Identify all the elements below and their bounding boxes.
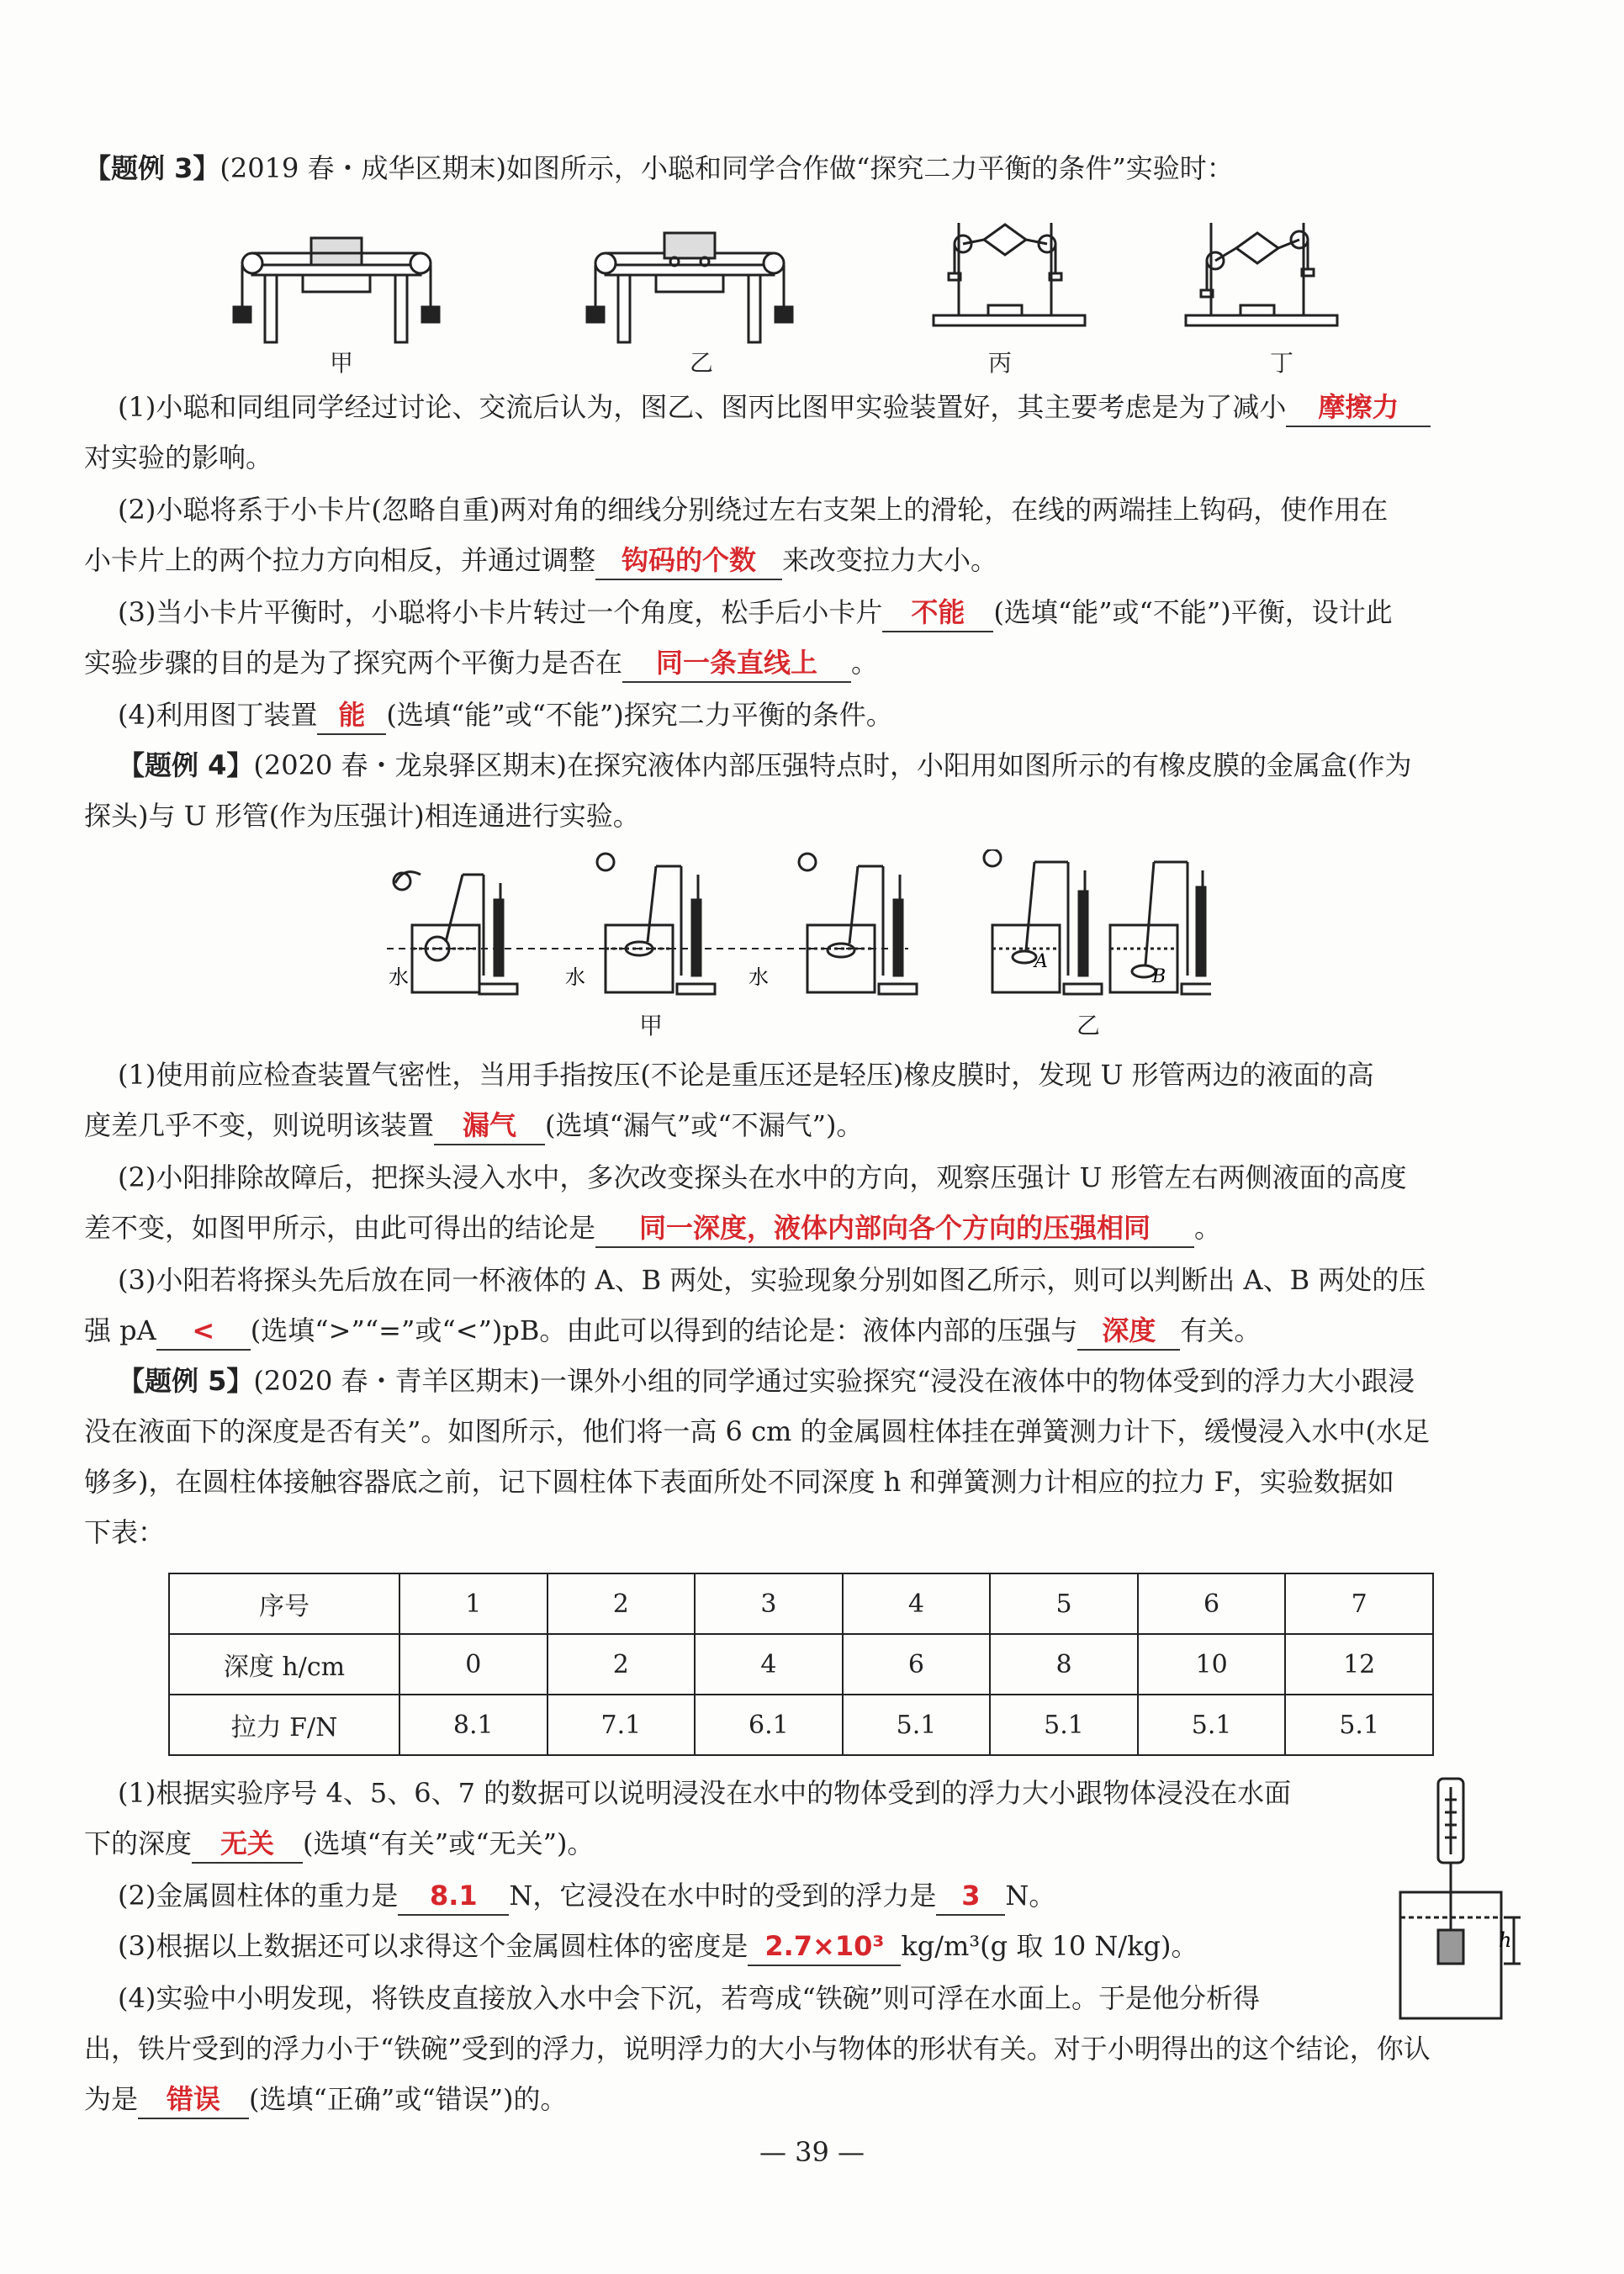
ex3-q3-line1: (3)当小卡片平衡时，小聪将小卡片转过一个角度，松手后小卡片 不能 (选填“能”或“不能”)平衡，设计此 [118,594,1556,632]
table-cell: 5.1 [1138,1695,1286,1755]
table-cell: 4 [695,1634,843,1695]
ex4-setup-3 [799,854,917,994]
ex3-fig-bing [934,223,1085,325]
table-cell: 7.1 [548,1695,696,1755]
ex4-q1-line2: 度差几乎不变，则说明该装置 漏气 (选填“漏气”或“不漏气”)。 [84,1107,1522,1145]
ex4-q3-answer1: < [156,1312,251,1351]
table-row [169,1573,1433,1634]
ex3-fig-ding [1186,223,1337,325]
ex5-q4-line3: 为是 错误 (选填“正确”或“错误”)的。 [84,2081,1522,2119]
ex5-fig-h-label: h [1499,1928,1512,1952]
ex3-fig-jia [234,238,439,342]
table-cell: 0 [399,1634,548,1695]
ex4-water-label-3: 水 [749,965,769,989]
ex5-intro-line1: 【题例 5】(2020 春・青羊区期末)一课外小组的同学通过实验探究“浸没在液体中的物体受到的浮力大小跟浸 [118,1365,1415,1397]
ex3-q3-answer1: 不能 [882,594,993,632]
ex3-q2-answer: 钩码的个数 [595,542,782,580]
table-cell: 6 [1138,1573,1286,1634]
ex4-water-label-2: 水 [565,965,585,989]
ex3-label-yi: 乙 [690,349,714,377]
table-cell: 5.1 [1285,1695,1433,1755]
ex3-q2-line2: 小卡片上的两个拉力方向相反，并通过调整 钩码的个数 来改变拉力大小。 [84,542,1522,580]
table-cell: 2 [548,1573,696,1634]
ex3-q3-line2: 实验步骤的目的是为了探究两个平衡力是否在 同一条直线上 。 [84,644,1522,683]
table-cell: 1 [399,1573,548,1634]
ex4-q3-answer2: 深度 [1077,1312,1180,1351]
ex3-q4-answer: 能 [317,696,386,735]
ex4-q2-line2: 差不变，如图甲所示，由此可得出的结论是 同一深度，液体内部向各个方向的压强相同 。 [84,1209,1522,1248]
table-cell: 10 [1138,1634,1286,1695]
table-cell: 2 [548,1634,696,1695]
ex5-q2-answer1: 8.1 [398,1877,509,1916]
ex3-label-jia: 甲 [330,349,354,377]
table-cell: 6 [843,1634,991,1695]
table-cell: 8 [990,1634,1138,1695]
ex3-intro: 【题例 3】(2019 春・成华区期末)如图所示，小聪和同学合作做“探究二力平衡的条件”实验时： [84,152,1234,184]
ex3-fig-yi [587,233,792,342]
table-cell: 6.1 [695,1695,843,1755]
table-cell: 7 [1285,1573,1433,1634]
ex5-q3-answer: 2.7×10³ [748,1928,901,1966]
table-row [169,1634,1433,1695]
ex4-q3-line2: 强 pA < (选填“>”“=”或“<”)pB。由此可以得到的结论是：液体内部的压强与 深度 有关。 [84,1312,1522,1351]
ex3-q1-line1: (1)小聪和同组同学经过讨论、交流后认为，图乙、图丙比图甲实验装置好，其主要考虑是为了减小 摩擦力 [118,389,1556,427]
ex5-q1-answer: 无关 [192,1825,303,1864]
ex4-setup-4 [984,849,1102,994]
ex4-q2-line1: (2)小阳排除故障后，把探头浸入水中，多次改变探头在水中的方向，观察压强计 U 形管左右两侧液面的高度 [118,1161,1407,1193]
ex3-tag: 【题例 3】 [84,152,220,184]
ex3-figures [227,214,1404,374]
ex4-intro-line1: 【题例 4】(2020 春・龙泉驿区期末)在探究液体内部压强特点时，小阳用如图所示的有橡皮膜的金属盒(作为 [118,749,1412,781]
table-cell: 3 [695,1573,843,1634]
page-number: — 39 — [759,2136,865,2168]
ex5-q3-line: (3)根据以上数据还可以求得这个金属圆柱体的密度是 2.7×10³ kg/m³(g 取 10 N/kg)。 [118,1928,1556,1966]
ex4-q1-answer: 漏气 [434,1107,545,1145]
ex3-label-ding: 丁 [1270,349,1294,377]
ex4-water-label-1: 水 [389,965,409,989]
ex4-intro-line2: 探头)与 U 形管(作为压强计)相连通进行实验。 [84,800,640,832]
ex4-q3-line1: (3)小阳若将探头先后放在同一杯液体的 A、B 两处，实验现象分别如图乙所示，则可以判断出 A、B 两处的压 [118,1264,1426,1296]
table-cell: 12 [1285,1634,1433,1695]
table-cell: 8.1 [399,1695,548,1755]
ex5-q1-line2: 下的深度 无关 (选填“有关”或“无关”)。 [84,1825,1522,1864]
ex4-setup-2 [597,854,715,994]
ex4-setup-1 [394,872,517,994]
ex3-label-bing: 丙 [988,349,1013,377]
ex5-q1-line1: (1)根据实验序号 4、5、6、7 的数据可以说明浸没在水中的物体受到的浮力大小跟物体浸没在水面 [118,1777,1292,1809]
table-row [169,1695,1433,1755]
table-cell: 4 [843,1573,991,1634]
table-cell: 5.1 [990,1695,1138,1755]
table-row-header: 深度 h/cm [169,1634,399,1695]
ex4-q2-answer: 同一深度，液体内部向各个方向的压强相同 [595,1209,1194,1248]
ex4-point-b: B [1152,966,1166,987]
ex3-q4-line: (4)利用图丁装置 能 (选填“能”或“不能”)探究二力平衡的条件。 [118,696,1556,735]
ex3-q3-answer2: 同一条直线上 [622,644,851,683]
ex5-intro-line4: 下表： [84,1516,166,1548]
ex5-intro-line2: 没在液面下的深度是否有关”。如图所示，他们将一高 6 cm 的金属圆柱体挂在弹簧测力计下，缓慢浸入水中(水足 [84,1415,1430,1447]
table-row-header: 序号 [169,1573,399,1634]
ex3-q1-line2: 对实验的影响。 [84,442,273,473]
ex4-figures [370,849,1211,1026]
ex5-q2-answer2: 3 [936,1877,1005,1916]
table-cell: 5 [990,1573,1138,1634]
ex4-point-a: A [1034,951,1048,972]
ex5-data-table [168,1573,1434,1756]
ex5-tag: 【题例 5】 [118,1365,254,1397]
ex5-q4-answer: 错误 [138,2081,249,2119]
ex3-q2-line1: (2)小聪将系于小卡片(忽略自重)两对角的细线分别绕过左右支架上的滑轮，在线的两端挂上钩码，使作用在 [118,494,1389,526]
ex5-q2-line: (2)金属圆柱体的重力是 8.1 N，它浸没在水中时的受到的浮力是 3 N。 [118,1877,1556,1916]
table-cell: 5.1 [843,1695,991,1755]
ex4-q1-line1: (1)使用前应检查装置气密性，当用手指按压(不论是重压还是轻压)橡皮膜时，发现 U 形管两边的液面的高 [118,1059,1374,1091]
ex5-intro-line3: 够多)，在圆柱体接触容器底之前，记下圆柱体下表面所处不同深度 h 和弹簧测力计相应的拉力 F，实验数据如 [84,1466,1394,1498]
ex4-label-jia: 甲 [639,1012,664,1039]
ex5-q4-line1: (4)实验中小明发现，将铁皮直接放入水中会下沉，若弯成“铁碗”则可浮在水面上。于是他分析得 [118,1982,1261,2014]
ex4-label-yi: 乙 [1076,1012,1101,1039]
table-row-header: 拉力 F/N [169,1695,399,1755]
ex3-q1-answer: 摩擦力 [1286,389,1431,427]
ex5-q4-line2: 出，铁片受到的浮力小于“铁碗”受到的浮力，说明浮力的大小与物体的形状有关。对于小明得出的这个结论，你认 [84,2033,1431,2065]
ex4-tag: 【题例 4】 [118,749,254,781]
